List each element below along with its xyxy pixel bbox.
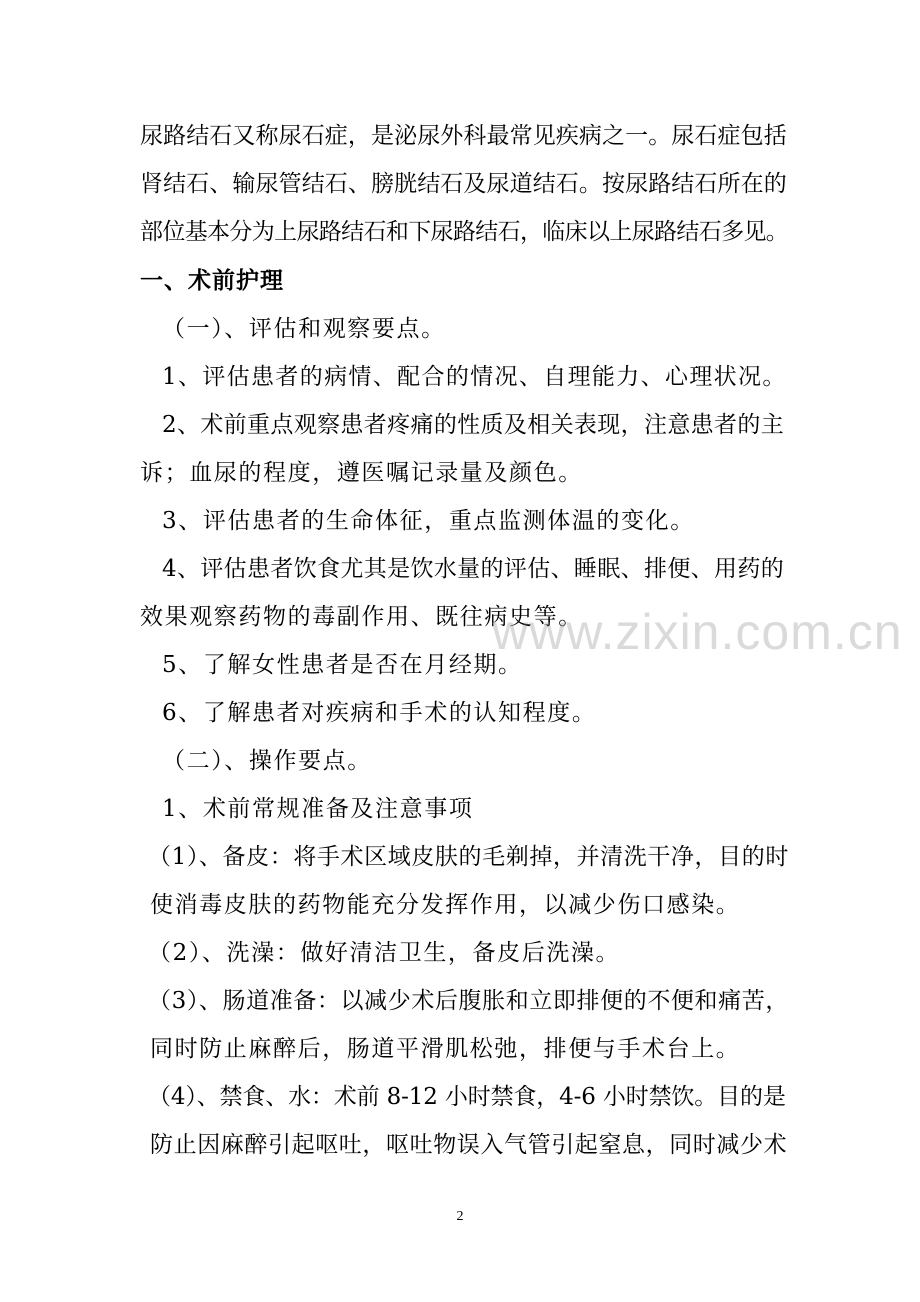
subsection-heading: （一）、评估和观察要点。	[162, 316, 446, 342]
paragraph-line: 部位基本分为上尿路结石和下尿路结石，临床以上尿路结石多见。	[140, 219, 789, 245]
sub-list-item-continuation: 防止因麻醉引起呕吐，呕吐物误入气管引起窒息，同时减少术	[150, 1132, 788, 1158]
list-item: 1、评估患者的病情、配合的情况、自理能力、心理状况。	[162, 364, 787, 390]
section-heading: 一、术前护理	[140, 268, 284, 294]
sub-list-item: （4）、禁食、水：术前 8-12 小时禁食，4-6 小时禁饮。目的是	[148, 1084, 786, 1110]
sub-list-item: （3）、肠道准备：以减少术后腹胀和立即排便的不便和痛苦，	[148, 988, 789, 1014]
sub-list-item-continuation: 使消毒皮肤的药物能充分发挥作用，以减少伤口感染。	[150, 892, 741, 918]
list-item: 1、术前常规准备及注意事项	[162, 796, 474, 822]
list-item: 4、评估患者饮食尤其是饮水量的评估、睡眠、排便、用药的	[162, 556, 785, 582]
subsection-heading: （二）、操作要点。	[162, 748, 372, 774]
list-item-continuation: 效果观察药物的毒副作用、既往病史等。	[140, 604, 583, 630]
watermark: www.zixin.com.cn	[492, 604, 903, 660]
list-item: 6、了解患者对疾病和手术的认知程度。	[162, 700, 597, 726]
list-item: 5、了解女性患者是否在月经期。	[162, 652, 523, 678]
list-item: 3、评估患者的生命体征，重点监测体温的变化。	[162, 508, 695, 534]
sub-list-item: （1）、备皮：将手术区域皮肤的毛剃掉，并清洗干净，目的时	[148, 844, 789, 870]
paragraph-line: 肾结石、输尿管结石、膀胱结石及尿道结石。按尿路结石所在的	[140, 171, 787, 197]
paragraph-line: 尿路结石又称尿石症，是泌尿外科最常见疾病之一。尿石症包括	[140, 123, 787, 149]
sub-list-item-continuation: 同时防止麻醉后，肠道平滑肌松弛，排便与手术台上。	[150, 1036, 741, 1062]
sub-list-item: （2）、洗澡：做好清洁卫生，备皮后洗澡。	[148, 940, 621, 966]
page-number: 2	[456, 1209, 464, 1224]
list-item-continuation: 诉；血尿的程度，遵医嘱记录量及颜色。	[140, 460, 583, 486]
list-item: 2、术前重点观察患者疼痛的性质及相关表现，注意患者的主	[162, 412, 785, 438]
